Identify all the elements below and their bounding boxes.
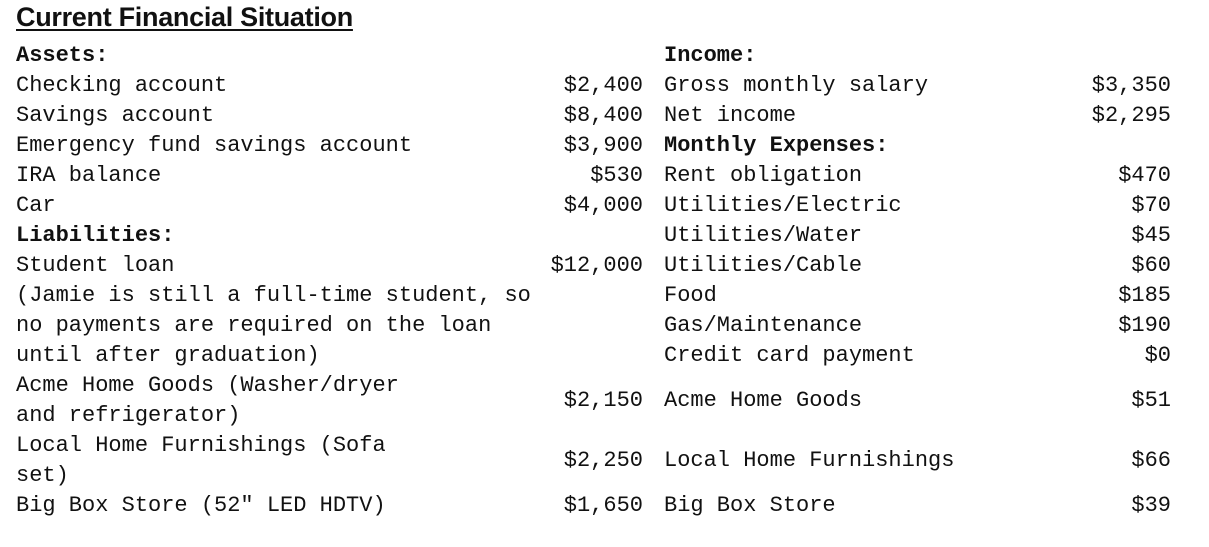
- liability-label: Local Home Furnishings (Sofa: [16, 433, 386, 458]
- expense-value: $190: [1118, 313, 1171, 338]
- asset-value: $4,000: [563, 193, 643, 218]
- expense-value: $45: [1131, 223, 1171, 248]
- expense-label: Utilities/Electric: [664, 193, 902, 218]
- assets-heading: Assets:: [16, 43, 109, 68]
- liability-value: $1,650: [563, 493, 643, 518]
- income-heading: Income:: [664, 43, 757, 68]
- liability-label: Acme Home Goods (Washer/dryer: [16, 373, 399, 398]
- asset-value: $530: [590, 163, 643, 188]
- income-value: $3,350: [1091, 73, 1171, 98]
- liability-value: $2,250: [563, 448, 643, 473]
- liability-label: and refrigerator): [16, 403, 241, 428]
- asset-label: IRA balance: [16, 163, 162, 188]
- expense-value: $0: [1144, 343, 1171, 368]
- expense-label: Food: [664, 283, 717, 308]
- asset-value: $3,900: [563, 133, 643, 158]
- income-label: Net income: [664, 103, 797, 128]
- expense-label: Rent obligation: [664, 163, 863, 188]
- expense-value: $185: [1118, 283, 1171, 308]
- expenses-heading: Monthly Expenses:: [664, 133, 889, 158]
- liability-label: no payments are required on the loan: [16, 313, 492, 338]
- asset-label: Savings account: [16, 103, 215, 128]
- liability-label: until after graduation): [16, 343, 320, 368]
- expense-value: $39: [1131, 493, 1171, 518]
- asset-label: Emergency fund savings account: [16, 133, 413, 158]
- expense-value: $60: [1131, 253, 1171, 278]
- expense-value: $51: [1131, 388, 1171, 413]
- expense-label: Utilities/Water: [664, 223, 863, 248]
- expense-label: Acme Home Goods: [664, 388, 863, 413]
- income-value: $2,295: [1091, 103, 1171, 128]
- asset-label: Checking account: [16, 73, 228, 98]
- liability-label: set): [16, 463, 69, 488]
- expense-label: Gas/Maintenance: [664, 313, 863, 338]
- expense-label: Credit card payment: [664, 343, 915, 368]
- liability-value: $12,000: [550, 253, 643, 278]
- income-label: Gross monthly salary: [664, 73, 929, 98]
- page-title: Current Financial Situation: [16, 2, 353, 32]
- expense-label: Utilities/Cable: [664, 253, 863, 278]
- expense-value: $70: [1131, 193, 1171, 218]
- asset-value: $2,400: [563, 73, 643, 98]
- liabilities-heading: Liabilities:: [16, 223, 175, 248]
- expense-label: Local Home Furnishings: [664, 448, 955, 473]
- asset-value: $8,400: [563, 103, 643, 128]
- expense-value: $470: [1118, 163, 1171, 188]
- liability-label: (Jamie is still a full-time student, so: [16, 283, 531, 308]
- liability-label: Big Box Store (52" LED HDTV): [16, 493, 386, 518]
- expense-value: $66: [1131, 448, 1171, 473]
- expense-label: Big Box Store: [664, 493, 836, 518]
- asset-label: Car: [16, 193, 56, 218]
- liability-value: $2,150: [563, 388, 643, 413]
- liability-label: Student loan: [16, 253, 175, 278]
